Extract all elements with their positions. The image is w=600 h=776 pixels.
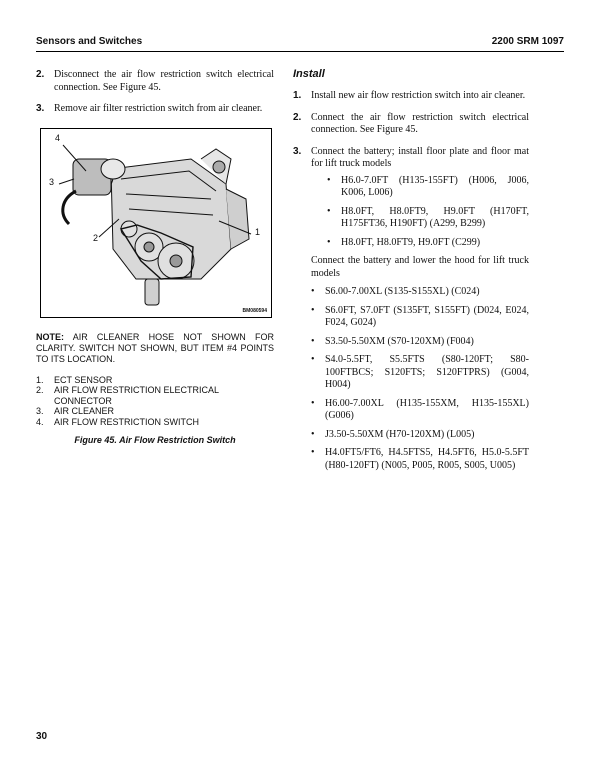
step-number: 2. bbox=[293, 111, 302, 123]
section-header: Sensors and Switches bbox=[36, 36, 143, 47]
legend-number: 2. bbox=[36, 385, 44, 395]
hood-paragraph: Connect the battery and lower the hood for lift truck models bbox=[311, 255, 529, 279]
left-column bbox=[36, 69, 274, 445]
legend-text: AIR FLOW RESTRICTION ELECTRICAL CONNECTOR bbox=[54, 385, 219, 406]
install-step-3 bbox=[293, 146, 529, 171]
model-text: S6.00-7.00XL (S135-S155XL) (C024) bbox=[325, 286, 480, 297]
bullet-mark: • bbox=[327, 205, 331, 217]
bullet-mark: • bbox=[311, 447, 315, 458]
right-column bbox=[293, 69, 529, 478]
step-number: 2. bbox=[36, 69, 45, 80]
legend-text: ECT SENSOR bbox=[54, 374, 113, 385]
callout-2: 2 bbox=[93, 232, 99, 243]
figure-note bbox=[36, 332, 274, 365]
model-text: H8.0FT, H8.0FT9, H9.0FT (C299) bbox=[341, 236, 481, 248]
list-item bbox=[311, 429, 529, 442]
callout-4: 4 bbox=[55, 132, 61, 143]
bullet-mark: • bbox=[327, 236, 331, 248]
note-label: NOTE: bbox=[36, 331, 64, 342]
bullet-mark: • bbox=[311, 335, 315, 347]
step-text: Remove air filter restriction switch from air cleaner. bbox=[54, 103, 263, 114]
callout-3: 3 bbox=[49, 176, 55, 187]
bullet-mark: • bbox=[311, 428, 315, 440]
note-text: AIR CLEANER HOSE NOT SHOWN FOR CLARITY. SWITCH NOT SHOWN, BUT ITEM #4 POINTS TO ITS LOCATION. bbox=[36, 331, 274, 364]
model-text: H8.0FT, H8.0FT9, H9.0FT (H170FT, H175FT36, H190FT) (A299, B299) bbox=[341, 205, 529, 229]
bullet-mark: • bbox=[311, 304, 315, 316]
figure-code: BM080594 bbox=[242, 307, 267, 314]
step-text: Connect the air flow restriction switch electrical connection. See Figure 45. bbox=[311, 111, 529, 135]
legend-text: AIR FLOW RESTRICTION SWITCH bbox=[54, 416, 199, 427]
page-number: 30 bbox=[36, 731, 48, 742]
list-item bbox=[327, 206, 529, 231]
step-text: Disconnect the air flow restriction switch electrical connection. See Figure 45. bbox=[54, 69, 274, 93]
bullet-mark: • bbox=[327, 174, 331, 186]
legend-item bbox=[36, 385, 274, 406]
model-text: S6.0FT, S7.0FT (S135FT, S155FT) (D024, E024, F024, G024) bbox=[325, 304, 529, 328]
engine-figure bbox=[40, 128, 272, 318]
list-item bbox=[327, 237, 529, 250]
list-item bbox=[327, 175, 529, 200]
manual-number: 2200 SRM 1097 bbox=[491, 36, 564, 47]
remove-step-2 bbox=[36, 69, 274, 94]
model-text: H4.0FT5/FT6, H4.5FTS5, H4.5FT6, H5.0-5.5FT (H80-120FT) (N005, P005, R005, S005, U005) bbox=[325, 447, 529, 471]
callout-1: 1 bbox=[255, 226, 261, 237]
model-text: S4.0-5.5FT, S5.5FTS (S80-120FT; S80-100FTBCS; S120FTS; S120FTPRS) (G004, H004) bbox=[325, 354, 529, 390]
model-text: S3.50-5.50XM (S70-120XM) (F004) bbox=[325, 335, 474, 347]
step-number: 3. bbox=[36, 103, 45, 114]
legend-item bbox=[36, 417, 274, 428]
step-number: 3. bbox=[293, 145, 302, 157]
header-rule bbox=[36, 51, 564, 52]
legend-number: 4. bbox=[36, 416, 44, 427]
step-text: Connect the battery; install floor plate and floor mat for lift truck models bbox=[311, 145, 529, 169]
figure-legend bbox=[36, 375, 274, 428]
list-item bbox=[311, 286, 529, 299]
bullet-mark: • bbox=[311, 397, 315, 409]
bullet-mark: • bbox=[311, 354, 315, 365]
legend-number: 3. bbox=[36, 406, 44, 416]
list-item bbox=[311, 305, 529, 330]
legend-item bbox=[36, 375, 274, 386]
install-step-2 bbox=[293, 112, 529, 137]
list-item bbox=[311, 336, 529, 349]
legend-text: AIR CLEANER bbox=[54, 406, 115, 416]
install-step-1 bbox=[293, 90, 529, 103]
install-heading: Install bbox=[293, 68, 325, 80]
model-text: J3.50-5.50XM (H70-120XM) (L005) bbox=[325, 428, 475, 440]
model-text: H6.00-7.00XL (H135-155XM, H135-155XL) (G006) bbox=[325, 397, 529, 421]
bullet-mark: • bbox=[311, 286, 315, 297]
list-item bbox=[311, 447, 529, 472]
model-text: H6.0-7.0FT (H135-155FT) (H006, J006, K006, L006) bbox=[341, 174, 529, 198]
step-number: 1. bbox=[293, 90, 302, 101]
model-list-hood bbox=[311, 286, 529, 472]
model-list-floor-plate bbox=[327, 175, 529, 250]
engine-illustration bbox=[41, 129, 271, 317]
list-item bbox=[311, 354, 529, 392]
list-item bbox=[311, 398, 529, 423]
figure-caption: Figure 45. Air Flow Restriction Switch bbox=[74, 435, 236, 445]
legend-number: 1. bbox=[36, 374, 44, 385]
legend-item bbox=[36, 406, 274, 417]
step-text: Install new air flow restriction switch into air cleaner. bbox=[311, 90, 526, 101]
remove-step-3 bbox=[36, 103, 274, 116]
